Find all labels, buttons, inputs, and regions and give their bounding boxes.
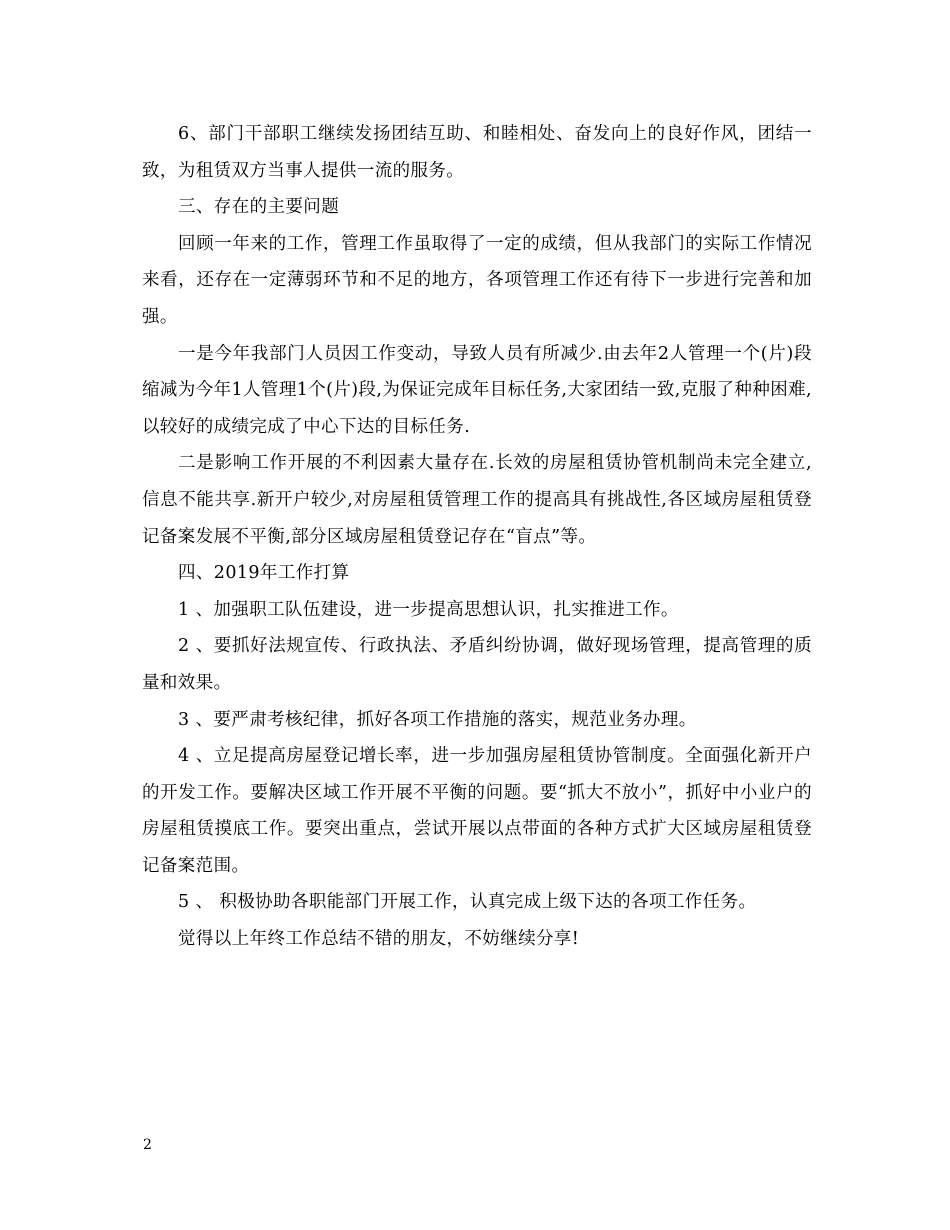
closing-note: 觉得以上年终工作总结不错的朋友，不妨继续分享! (178, 929, 580, 950)
paragraph-review: 回顾一年来的工作，管理工作虽取得了一定的成绩，但从我部门的实际工作情况来看，还存在一定薄弱环节和不足的地方，各项管理工作还有待下一步进行完善和加强。 (142, 233, 812, 327)
plan-item-2: 2 、要抓好法规宣传、行政执法、矛盾纠纷协调，做好现场管理，提高管理的质量和效果。 (142, 636, 812, 693)
plan-item-1: 1 、加强职工队伍建设，进一步提高思想认识，扎实推进工作。 (178, 599, 679, 620)
plan-item-5: 5 、 积极协助各职能部门开展工作，认真完成上级下达的各项工作任务。 (178, 892, 757, 913)
paragraph-problem-two: 二是影响工作开展的不利因素大量存在.长效的房屋租赁协管机制尚未完全建立,信息不能共享.新开户较少,对房屋租赁管理工作的提高具有挑战性,各区域房屋租赁登记备案发展不平衡,部分区域房屋租赁登记存在“盲点”等。 (142, 453, 812, 547)
paragraph-problem-one: 一是今年我部门人员因工作变动，导致人员有所减少.由去年2人管理一个(片)段缩减为今年1人管理1个(片)段,为保证完成年目标任务,大家团结一致,克服了种种困难,以较好的成绩完成了中心下达的目标任务. (142, 343, 812, 437)
plan-item-3: 3 、要严肃考核纪律，抓好各项工作措施的落实，规范业务办理。 (178, 709, 697, 730)
plan-item-4: 4 、立足提高房屋登记增长率，进一步加强房屋租赁协管制度。全面强化新开户的开发工作。要解决区域工作开展不平衡的问题。要“抓大不放小”，抓好中小业户的房屋租赁摸底工作。要突出重点，尝试开展以点带面的各种方式扩大区域房屋租赁登记备案范围。 (142, 746, 812, 876)
paragraph-item-6: 6、部门干部职工继续发扬团结互助、和睦相处、奋发向上的良好作风，团结一致，为租赁双方当事人提供一流的服务。 (142, 124, 812, 181)
section-heading-main-problems: 三、存在的主要问题 (178, 197, 340, 218)
section-heading-2019-plan: 四、2019年工作打算 (178, 563, 350, 584)
page-number: 2 (143, 1137, 152, 1153)
document-body (142, 116, 812, 958)
